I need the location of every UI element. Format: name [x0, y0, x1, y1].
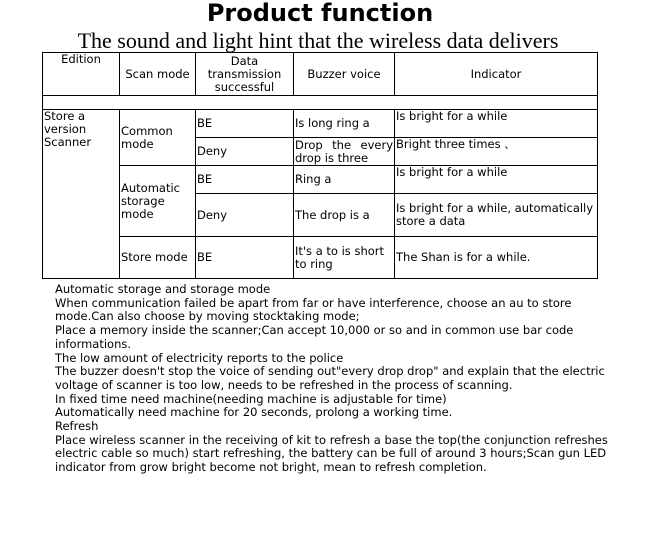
table-header-row [43, 53, 598, 96]
spacer-row [43, 96, 598, 110]
notes-block [55, 283, 615, 475]
note-line: The low amount of electricity reports to the police [55, 350, 344, 365]
header-data-transmission: Data transmission successful [196, 53, 294, 96]
data-cell: Deny [196, 138, 294, 166]
header-buzzer-voice: Buzzer voice [294, 53, 395, 96]
note-line: The buzzer doesn't stop the voice of sending out"every drop drop" and explain that the electric voltage of scanner is too low, needs to be refreshed in the process of scanning. [55, 364, 605, 392]
table-row [43, 110, 598, 138]
buzzer-cell: Drop the every drop is three [295, 137, 393, 165]
data-cell: BE [196, 166, 294, 194]
header-edition: Edition [43, 53, 120, 96]
buzzer-cell: Ring a [294, 166, 395, 194]
note-line: In fixed time need machine(needing machine is adjustable for time) [55, 391, 447, 406]
note-line: Refresh [55, 419, 99, 434]
header-scan-mode: Scan mode [120, 53, 196, 96]
note-line: Automatically need machine for 20 seconds, prolong a working time. [55, 405, 453, 420]
data-cell: Deny [196, 194, 294, 237]
buzzer-cell: It's a to is short to ring [294, 237, 395, 279]
buzzer-cell: The drop is a [294, 194, 395, 237]
page-subtitle: The sound and light hint that the wireless data delivers [77, 28, 559, 53]
indicator-cell: Bright three times 、 [395, 138, 598, 166]
mode-cell-common: Common mode [120, 110, 196, 166]
mode-cell-store: Store mode [120, 237, 196, 279]
table-row [43, 166, 598, 194]
note-line: Place a memory inside the scanner;Can accept 10,000 or so and in common use bar code informations. [55, 323, 574, 351]
mode-cell-automatic: Automatic storage mode [120, 166, 196, 237]
function-table [42, 52, 598, 279]
data-cell: BE [196, 237, 294, 279]
indicator-cell: The Shan is for a while. [395, 237, 598, 279]
data-cell: BE [196, 110, 294, 138]
indicator-cell: Is bright for a while [395, 166, 598, 194]
note-line: Automatic storage and storage mode [55, 282, 271, 296]
indicator-cell: Is bright for a while, automatically store a data [395, 194, 598, 237]
edition-cell: Store a version Scanner [43, 110, 120, 279]
note-line: Place wireless scanner in the receiving of kit to refresh a base the top(the conjunction refreshes electric cable so much) start refreshing, the battery can be full of around 3 hours;Scan gun LED indicator from grow bright become not bright, mean to refresh completion. [55, 432, 608, 475]
spacer-cell [43, 96, 598, 110]
header-indicator: Indicator [395, 53, 598, 96]
indicator-cell: Is bright for a while [395, 110, 598, 138]
page-title: Product function [206, 0, 434, 27]
buzzer-cell: Is long ring a [294, 110, 395, 138]
note-line: When communication failed be apart from far or have interference, choose an au to store mode.Can also choose by moving stocktaking mode; [55, 295, 572, 324]
table-row [43, 237, 598, 279]
